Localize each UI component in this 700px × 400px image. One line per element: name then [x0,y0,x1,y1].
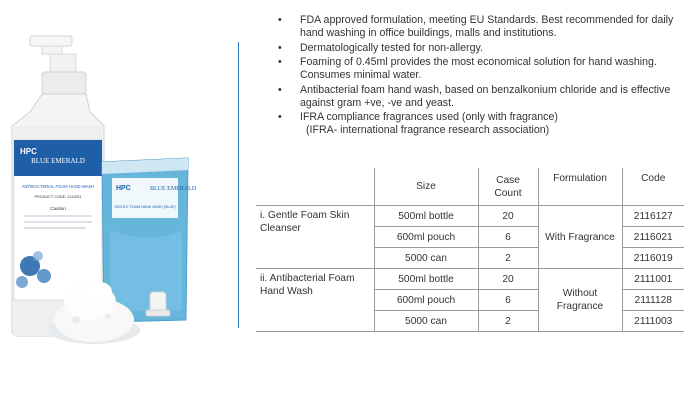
table-row [256,206,684,227]
bottle-product-code: PRODUCT CODE: 2111001 [34,195,82,199]
size-cell: 5000 can [374,248,478,269]
feature-item [278,56,678,82]
code-cell: 2116021 [622,227,684,248]
code-cell: 2111001 [622,269,684,290]
bottle-brand: BLUE EMERALD [31,157,85,165]
feature-text: Dermatologically tested for non-allergy. [300,41,483,54]
case-count-cell: 6 [478,290,538,311]
code-cell: 2116127 [622,206,684,227]
case-count-cell: 2 [478,311,538,332]
code-cell: 2111003 [622,311,684,332]
header-size: Size [374,168,478,206]
case-count-cell: 20 [478,269,538,290]
size-cell: 500ml bottle [374,269,478,290]
pouch-brand: BLUE EMERALD [150,186,197,192]
product-spec-table [256,168,684,332]
formulation-cell: With Fragrance [538,206,622,269]
pouch-label-title: GENTLE FOAM HAND WASH (BLUE) [114,205,176,209]
pump-dispenser [30,36,86,94]
pouch-logo: HPC [116,185,131,192]
feature-list [278,14,678,139]
case-count-cell: 2 [478,248,538,269]
product-photo [0,30,232,360]
bottle-logo: HPC [20,147,37,156]
refill-pouch [102,158,197,322]
header-product [256,168,374,206]
feature-subtext: (IFRA- international fragrance research association) [306,124,550,136]
size-cell: 5000 can [374,311,478,332]
case-count-cell: 6 [478,227,538,248]
feature-item [278,111,678,137]
header-formulation: Formulation [538,168,622,206]
size-cell: 600ml pouch [374,290,478,311]
feature-item [278,14,678,40]
feature-text: FDA approved formulation, meeting EU Standards. Best recommended for daily hand washing in office buildings, malls and institutions. [300,14,674,39]
vertical-divider [238,42,239,328]
bottle-caution: Caution [50,206,66,211]
size-cell: 500ml bottle [374,206,478,227]
product-name-cell: i. Gentle Foam Skin Cleanser [256,206,374,269]
feature-item [278,84,678,110]
header-case-count: Case Count [478,168,538,206]
product-name-cell: ii. Antibacterial Foam Hand Wash [256,269,374,332]
feature-text: IFRA compliance fragrances used (only with fragrance) [300,111,558,123]
feature-item [278,42,678,55]
code-cell: 2111128 [622,290,684,311]
size-cell: 600ml pouch [374,227,478,248]
table-header-row [256,168,684,206]
feature-text: Foaming of 0.45ml provides the most economical solution for hand washing. Consumes minimal water. [300,56,657,81]
bottle-label-title: ANTIBACTERIAL FOAM HAND WASH [21,184,95,189]
feature-text: Antibacterial foam hand wash, based on benzalkonium chloride and is effective against gram +ve, -ve and yeast. [300,83,671,109]
case-count-cell: 20 [478,206,538,227]
table-row [256,269,684,290]
formulation-cell: Without Fragrance [538,269,622,332]
header-code: Code [622,168,684,206]
code-cell: 2116019 [622,248,684,269]
